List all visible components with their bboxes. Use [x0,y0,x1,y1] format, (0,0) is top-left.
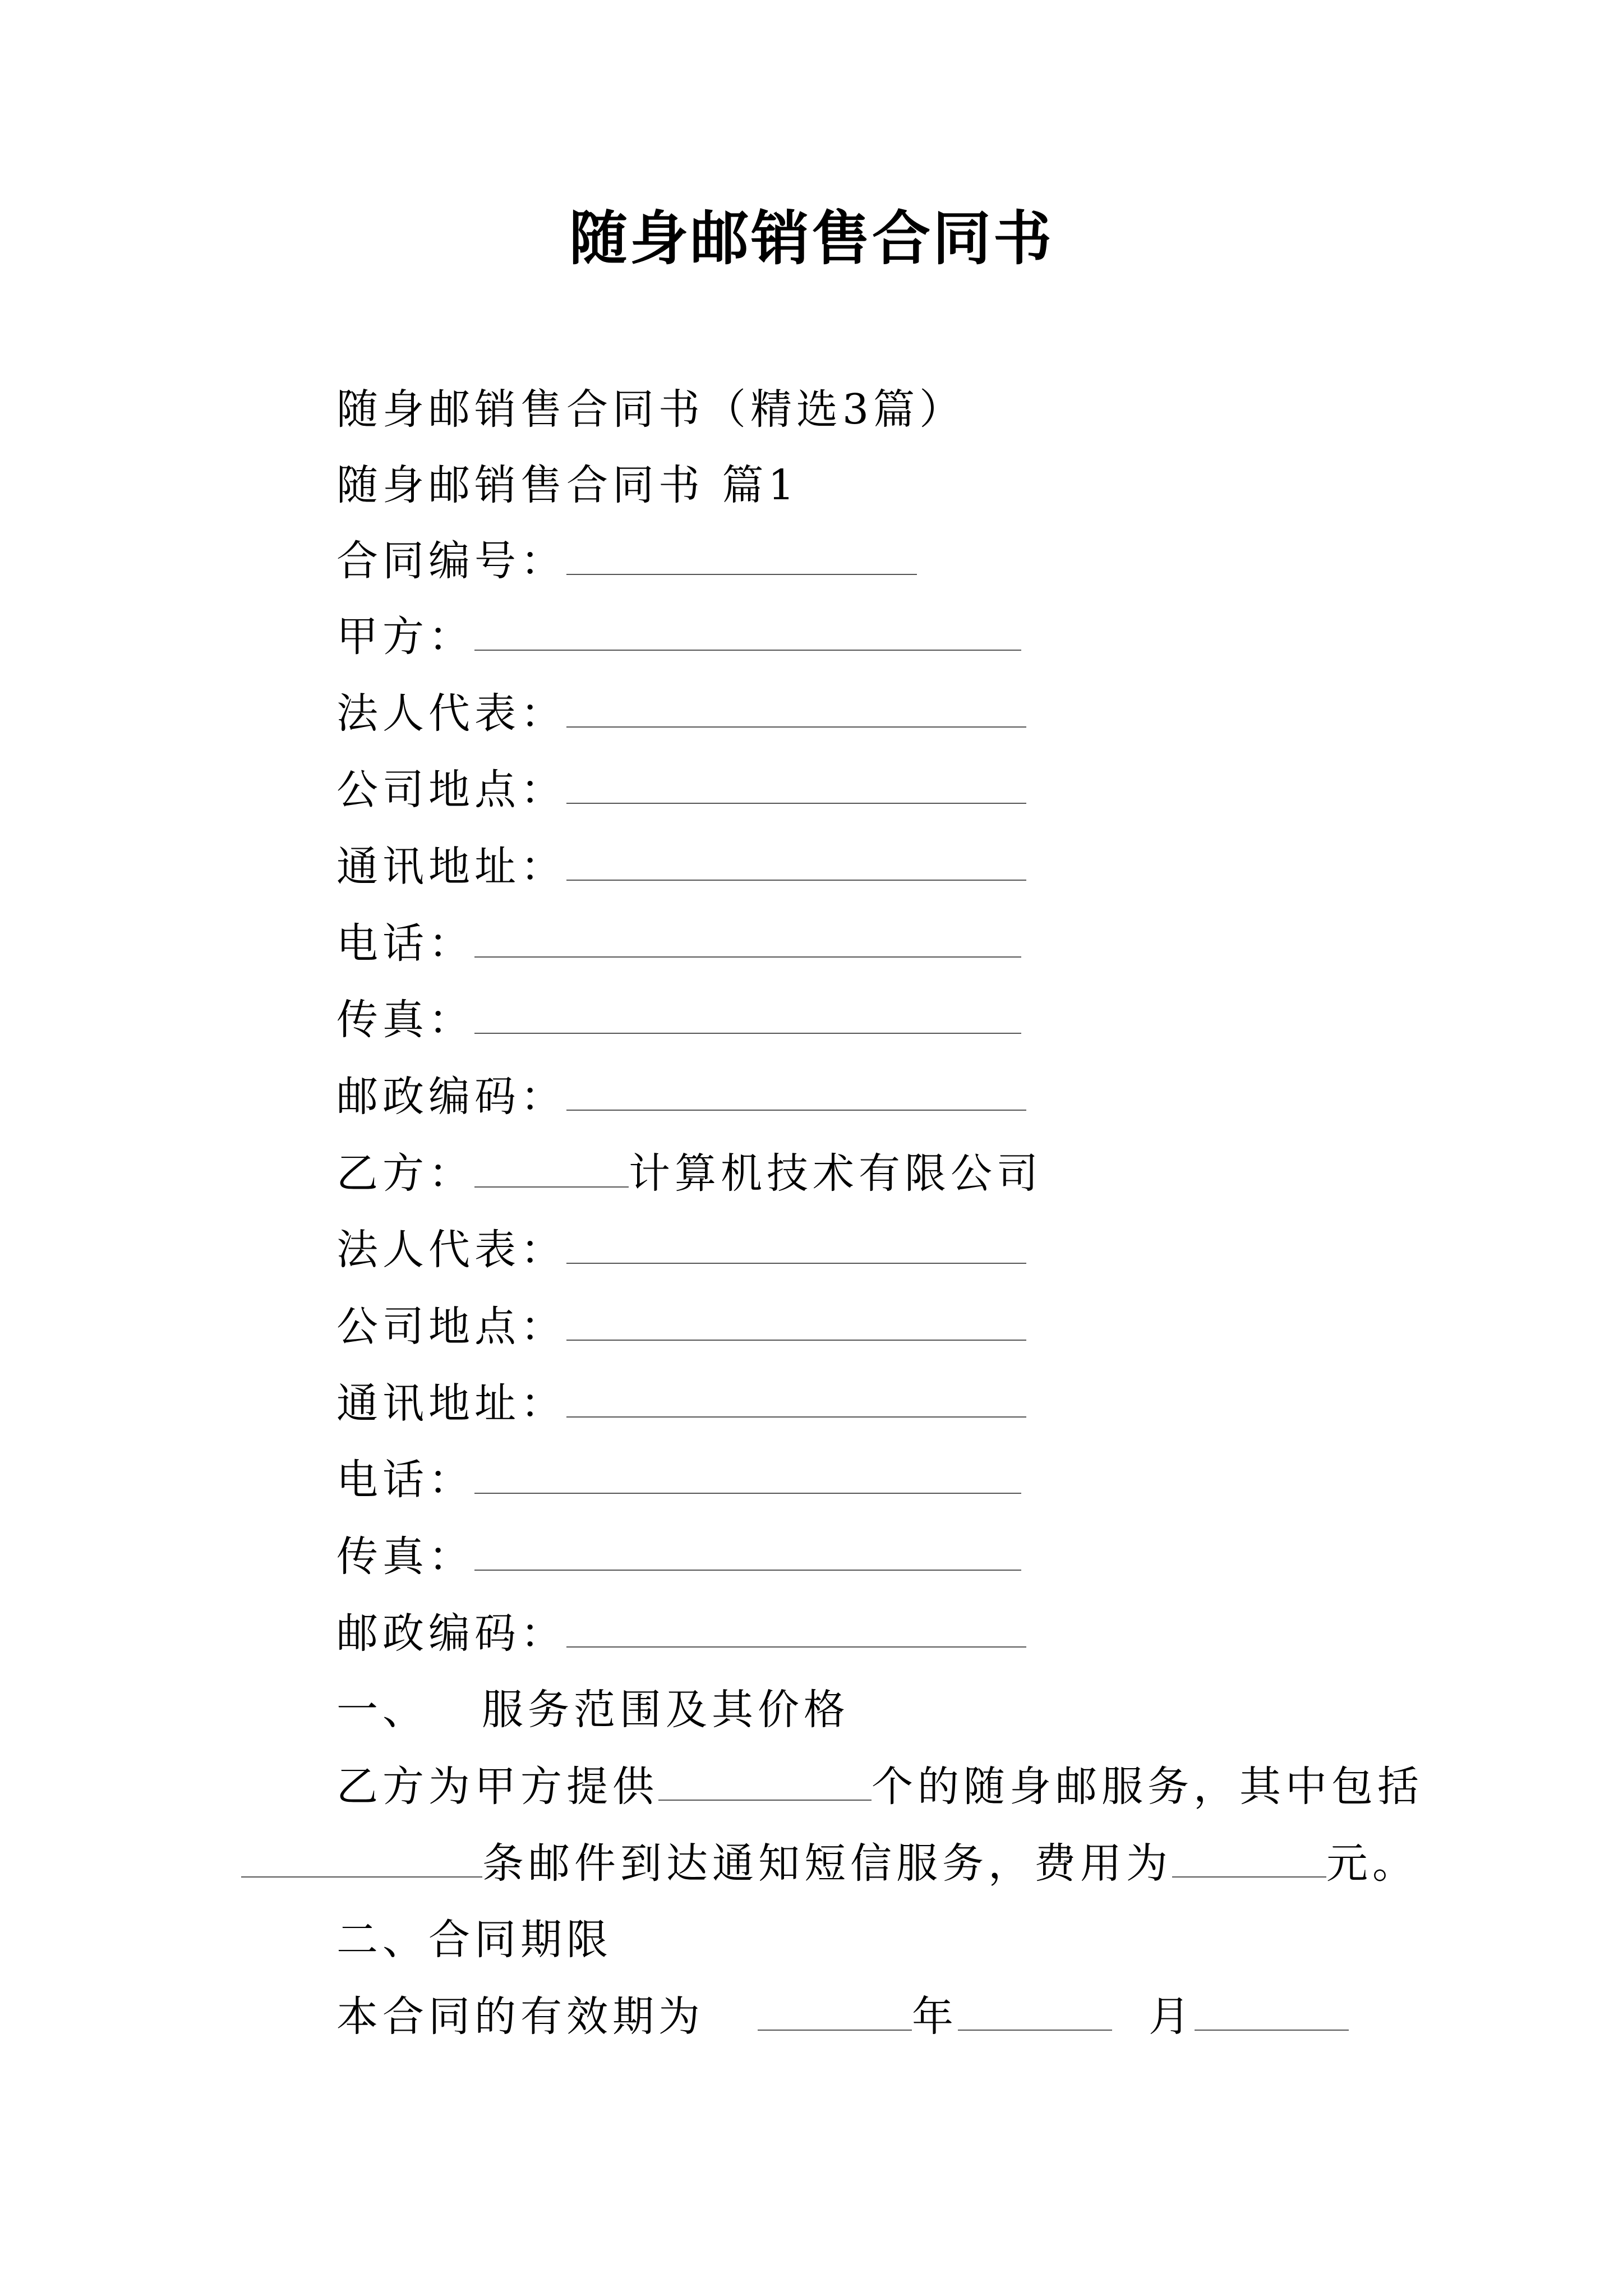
a-fax-label: 传真： [336,996,474,1044]
b-phone-line [336,1452,1021,1508]
a-mail-address-label: 通讯地址： [336,843,566,891]
sms-count-blank [241,1839,482,1878]
contract-number-blank [566,537,917,575]
party-b-blank [474,1149,629,1188]
a-fax-blank [474,996,1021,1034]
year-label: 年 [912,1993,958,2041]
party-a-line [336,609,1021,665]
a-company-location-line [336,762,1026,818]
service-count-blank [658,1763,872,1801]
b-phone-label: 电话： [336,1456,474,1504]
b-postcode-label: 邮政编码： [336,1609,566,1658]
month-blank-b [1195,1993,1349,2031]
b-mail-address-label: 通讯地址： [336,1379,566,1428]
party-b-company-suffix: 计算机技术有限公司 [629,1149,1043,1198]
contract-number-label: 合同编号： [336,537,566,585]
b-company-location-blank [566,1303,1026,1341]
a-legal-rep-blank [566,689,1026,728]
paragraph-1-text-b: 个的随身邮服务，其中包括 [872,1763,1423,1811]
b-fax-line [336,1529,1021,1585]
contract-number-line [336,533,917,589]
a-phone-label: 电话： [336,919,474,968]
paragraph-1-text-c: 条邮件到达通知短信服务，费用为 [482,1839,1172,1888]
paragraph-2-text-a: 本合同的有效期为 [336,1993,704,2041]
a-postcode-line [336,1069,1026,1125]
b-legal-rep-blank [566,1226,1026,1264]
a-postcode-label: 邮政编码： [336,1073,566,1121]
b-postcode-blank [566,1609,1026,1648]
party-b-label: 乙方： [336,1149,474,1198]
a-fax-line [336,992,1021,1048]
a-company-location-blank [566,766,1026,804]
b-fax-blank [474,1533,1021,1571]
section-1-number: 一、 [336,1686,428,1734]
b-fax-label: 传真： [336,1533,474,1581]
b-company-location-label: 公司地点： [336,1303,566,1351]
party-b-line [336,1145,1043,1202]
b-company-location-line [336,1299,1026,1355]
paragraph-1-line-2 [241,1835,1418,1892]
b-legal-rep-line [336,1222,1026,1278]
a-mail-address-line [336,839,1026,895]
b-mail-address-line [336,1375,1026,1432]
month-label: 月 [1149,1993,1195,2041]
month-blank-a [958,1993,1112,2031]
fee-blank [1172,1839,1326,1878]
section-2-heading: 二、合同期限 [336,1916,612,1964]
b-postcode-line [336,1605,1026,1662]
paragraph-1-text-d: 元。 [1326,1839,1418,1888]
b-phone-blank [474,1456,1021,1494]
b-legal-rep-label: 法人代表： [336,1226,566,1274]
a-legal-rep-line [336,685,1026,742]
section-1-heading [336,1682,850,1738]
a-phone-line [336,915,1021,972]
a-postcode-blank [566,1073,1026,1111]
year-blank [758,1993,912,2031]
a-mail-address-blank [566,843,1026,881]
a-legal-rep-label: 法人代表： [336,689,566,738]
section-1-title: 服务范围及其价格 [482,1686,850,1734]
part-heading: 随身邮销售合同书 篇1 [336,461,799,509]
document-title: 随身邮销售合同书 [569,204,1054,273]
paragraph-1-text-a: 乙方为甲方提供 [336,1763,658,1811]
party-a-blank [474,613,1021,651]
paragraph-2-line-1 [336,1989,1349,2045]
a-company-location-label: 公司地点： [336,766,566,814]
subtitle: 随身邮销售合同书（精选3篇） [336,385,966,434]
b-mail-address-blank [566,1379,1026,1418]
a-phone-blank [474,919,1021,958]
party-a-label: 甲方： [336,613,474,661]
paragraph-1-line-1 [336,1759,1423,1815]
